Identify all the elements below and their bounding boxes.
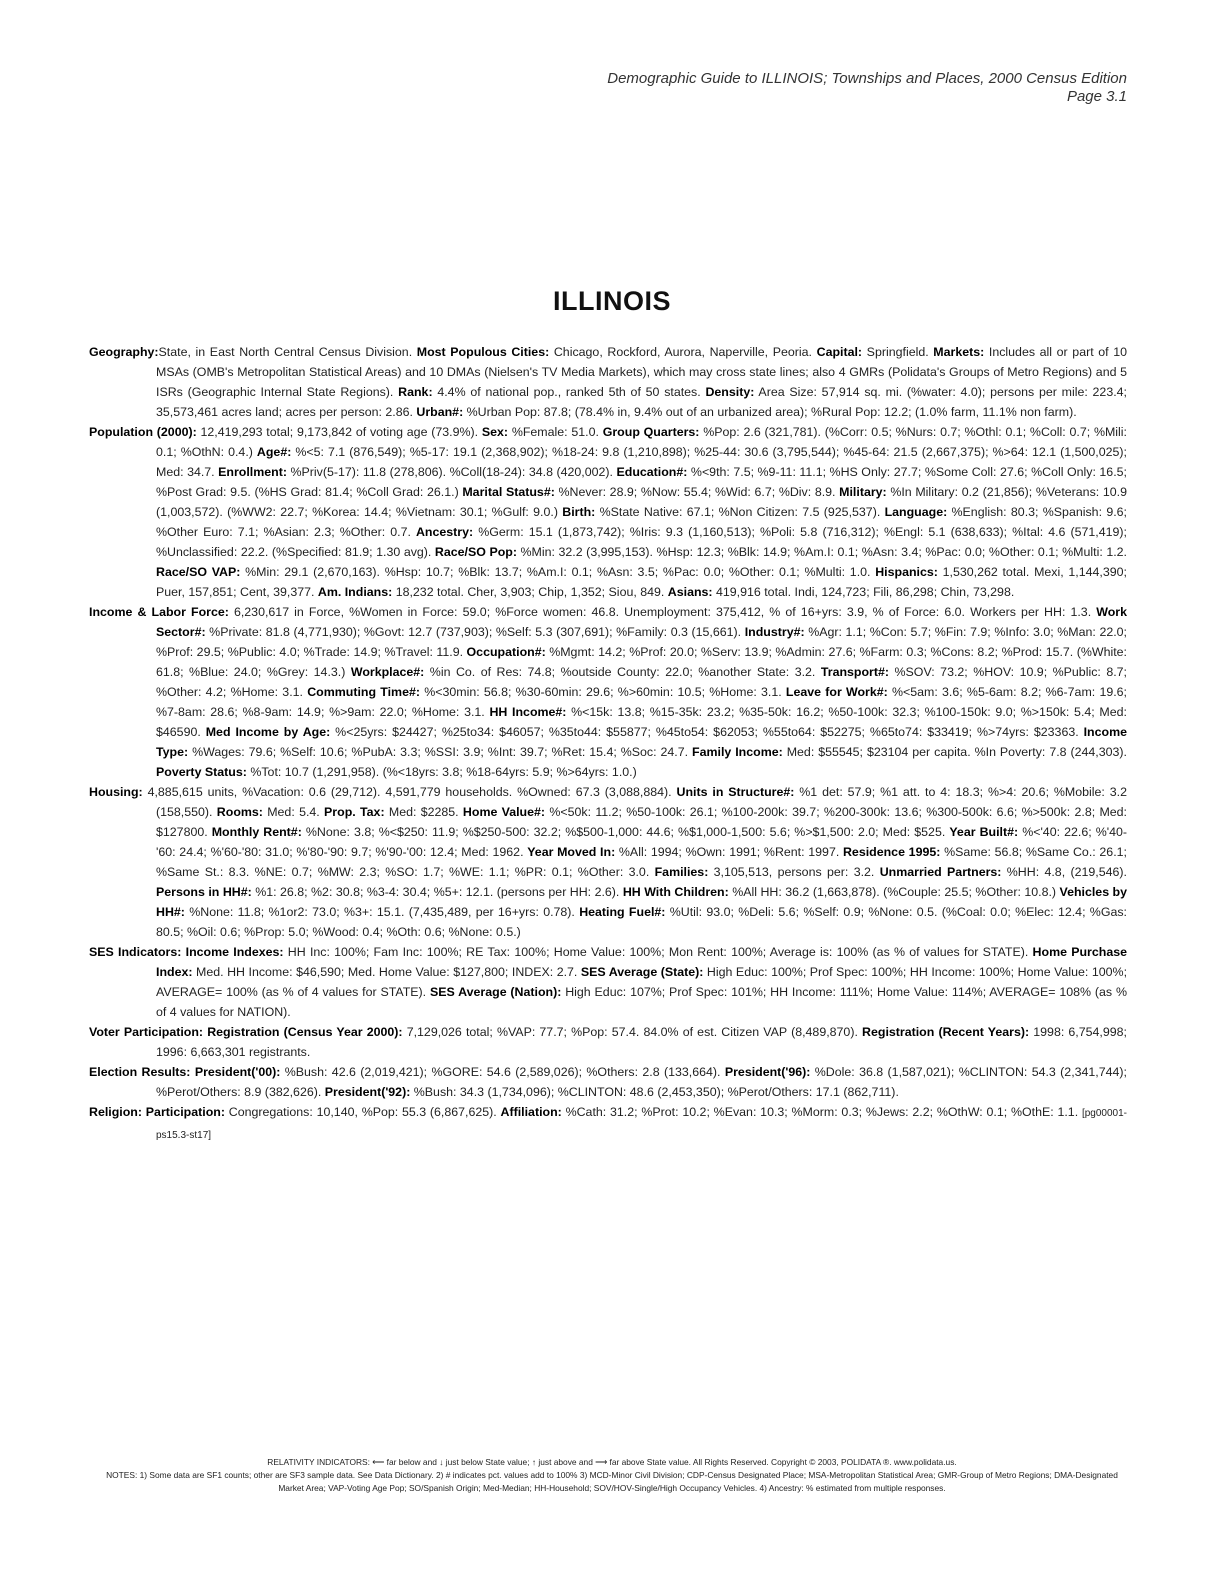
field-label: Marital Status#: (462, 485, 555, 499)
field-value: 1998: 6,754,998; 1996: 6,663,301 registrants. (156, 1025, 1127, 1059)
field-label: Military: (839, 485, 887, 499)
section-paragraph (89, 422, 1127, 602)
field-label: Income Indexes: (185, 945, 284, 959)
field-value: %<25yrs: $24427; %25to34: $46057; %35to44: $55877; %45to54: $62053; %55to64: $52275; %65to74: $33419; %>74yrs: $23363. (330, 725, 1084, 739)
field-label: Rank: (398, 385, 433, 399)
field-label: Occupation#: (466, 645, 546, 659)
field-value: %Util: 93.0; %Deli: 5.6; %Self: 0.9; %None: 0.5. (%Coal: 0.0; %Elec: 12.4; %Gas: 80.5; %Oil: 0.6; %Prop: 5.0; %Wood: 0.4; %Oth: 0.6; %None: 0.5.) (156, 905, 1127, 939)
field-label: Rooms: (216, 805, 263, 819)
field-value: %English: 80.3; %Spanish: 9.6; %Other Euro: 7.1; %Asian: 2.3; %Other: 0.7. (156, 505, 1127, 539)
field-value: %<5am: 3.6; %5-6am: 8.2; %6-7am: 19.6; %7-8am: 28.6; %8-9am: 14.9; %>9am: 22.0; %Home: 3.1. (156, 685, 1127, 719)
field-value: %Private: 81.8 (4,771,930); %Govt: 12.7 (737,903); %Self: 5.3 (307,691); %Family: 0.3 (15,661). (205, 625, 745, 639)
field-value: %HH: 4.8, (219,546). (1001, 865, 1127, 879)
field-label: Am. Indians: (317, 585, 393, 599)
field-value: Includes all or part of 10 MSAs (OMB's Metropolitan Statistical Areas) and 10 DMAs (Nielsen's TV Media Markets), which may cross state lines; also 4 GMRs (Polidata's Groups of Metro Regions) and 5 ISRs (Geographic Internal State Regions). (156, 345, 1128, 399)
field-label: Age#: (256, 445, 292, 459)
field-value: %<5: 7.1 (876,549); %5-17: 19.1 (2,368,902); %18-24: 9.8 (1,210,898); %25-44: 30.6 (3,795,544); %45-64: 21.5 (2,667,375); %>64: 12.1 (1,500,025); Med: 34.7. (156, 445, 1127, 479)
page-reference-code: [pg00001-ps15.3-st17] (156, 1108, 1127, 1141)
field-label: Participation: (145, 1105, 225, 1119)
section-paragraph (89, 602, 1127, 782)
field-value: High Educ: 100%; Prof Spec: 100%; HH Income: 100%; Home Value: 100%; AVERAGE= 100% (as % of 4 values for STATE). (156, 965, 1128, 999)
field-value: %In Military: 0.2 (21,856); %Veterans: 10.9 (1,003,572). (%WW2: 22.7; %Korea: 14.4; %Vietnam: 30.1; %Gulf: 9.0.) (156, 485, 1127, 519)
section-label: Voter Participation: (89, 1025, 204, 1039)
section-paragraph (89, 1102, 1127, 1146)
field-label: President('00): (194, 1065, 281, 1079)
field-value: %All: 1994; %Own: 1991; %Rent: 1997. (615, 845, 843, 859)
field-value: High Educ: 107%; Prof Spec: 101%; HH Income: 111%; Home Value: 114%; AVERAGE= 108% (as % of 4 values for NATION). (156, 985, 1127, 1019)
footer (96, 1456, 1128, 1495)
field-value: %State Native: 67.1; %Non Citizen: 7.5 (925,537). (595, 505, 885, 519)
field-value: 4.4% of national pop., ranked 5th of 50 states. (432, 385, 706, 399)
field-value: %Min: 29.1 (2,670,163). %Hsp: 10.7; %Blk: 13.7; %Am.I: 0.1; %Asn: 3.5; %Pac: 0.0; %Other: 0.1; %Multi: 1.0. (240, 565, 876, 579)
field-label: Asians: (667, 585, 713, 599)
field-value: %Cath: 31.2; %Prot: 10.2; %Evan: 10.3; %Morm: 0.3; %Jews: 2.2; %OthW: 0.1; %OthE: 1.1. (561, 1105, 1082, 1119)
field-label: Group Quarters: (602, 425, 700, 439)
field-value: %Urban Pop: 87.8; (78.4% in, 9.4% out of an urbanized area); %Rural Pop: 12.2; (1.0% farm, 11.1% non farm). (463, 405, 1077, 419)
field-value: %in Co. of Res: 74.8; %outside County: 22.0; %another State: 3.2. (424, 665, 821, 679)
field-value: %<50k: 11.2; %50-100k: 26.1; %100-200k: 39.7; %200-300k: 13.6; %300-500k: 6.6; %>500k: 2.8; Med: $127800. (156, 805, 1127, 839)
field-value: HH Inc: 100%; Fam Inc: 100%; RE Tax: 100%; Home Value: 100%; Mon Rent: 100%; Average is: 100% (as % of values for STATE). (283, 945, 1033, 959)
field-label: Workplace#: (350, 665, 425, 679)
field-label: Most Populous Cities: (416, 345, 550, 359)
field-value: %All HH: 36.2 (1,663,878). (%Couple: 25.5; %Other: 10.8.) (728, 885, 1060, 899)
field-value: 18,232 total. Cher, 3,903; Chip, 1,352; Siou, 849. (392, 585, 668, 599)
field-label: Transport#: (820, 665, 890, 679)
page-number: Page 3.1 (1066, 88, 1127, 105)
field-value: Area Size: 57,914 sq. mi. (%water: 4.0); persons per mile: 223.4; 35,573,461 acres land; acres per person: 2.86. (156, 385, 1127, 419)
field-label: Enrollment: (218, 465, 287, 479)
field-label: Heating Fuel#: (579, 905, 666, 919)
field-label: Sex: (481, 425, 509, 439)
field-value: %Pop: 2.6 (321,781). (%Corr: 0.5; %Nurs: 0.7; %Othl: 0.1; %Coll: 0.7; %Mili: 0.1; %OthN: 0.4.) (156, 425, 1127, 459)
section-paragraph (89, 1062, 1127, 1102)
field-label: Units in Structure#: (676, 785, 795, 799)
section-paragraph (89, 342, 1127, 422)
field-value: %1: 26.8; %2: 30.8; %3-4: 30.4; %5+: 12.1. (persons per HH: 2.6). (251, 885, 623, 899)
field-label: Residence 1995: (842, 845, 941, 859)
field-label: Vehicles by HH#: (156, 885, 1127, 919)
footer-relativity: RELATIVITY INDICATORS: ⟵ far below and ↓ just below State value; ↑ just above and ⟶ far above State value. All Rights Reserved. Copyright © 2003, POLIDATA ®. www.polidata.us. (267, 1457, 957, 1467)
page-title: ILLINOIS (553, 286, 671, 316)
field-label: Year Built#: (949, 825, 1019, 839)
field-label: Ancestry: (415, 525, 474, 539)
field-label: Hispanics: (875, 565, 938, 579)
field-value: 419,916 total. Indi, 124,723; Fili, 86,298; Chin, 73,298. (712, 585, 1015, 599)
field-value: Med: 5.4. (262, 805, 325, 819)
field-label: Prop. Tax: (324, 805, 385, 819)
field-value: Springfield. (862, 345, 934, 359)
field-value: %None: 11.8; %1or2: 73.0; %3+: 15.1. (7,435,489, per 16+yrs: 0.78). (184, 905, 580, 919)
field-label: Registration (Census Year 2000): (207, 1025, 403, 1039)
field-label: Persons in HH#: (156, 885, 252, 899)
field-label: HH Income#: (489, 705, 567, 719)
section-label: Geography: (89, 345, 159, 359)
field-label: Language: (884, 505, 948, 519)
field-value: %Bush: 34.3 (1,734,096); %CLINTON: 48.6 (2,453,350); %Perot/Others: 17.1 (862,711). (410, 1085, 899, 1099)
field-label: Urban#: (416, 405, 464, 419)
field-label: Density: (705, 385, 755, 399)
field-label: Families: (654, 865, 709, 879)
header-title: Demographic Guide to ILLINOIS; Townships and Places, 2000 Census Edition (607, 70, 1127, 87)
field-value: %None: 3.8; %<$250: 11.9; %$250-500: 32.2; %$500-1,000: 44.6; %$1,000-1,500: 5.6; %>$1,500: 2.0; Med: $525. (301, 825, 950, 839)
section-label: Population (2000): (89, 425, 197, 439)
field-value: State, in East North Central Census Division. (158, 345, 417, 359)
field-value: 12,419,293 total; 9,173,842 of voting age (73.9%). (196, 425, 482, 439)
section-paragraph (89, 782, 1127, 942)
field-label: Industry#: (744, 625, 805, 639)
field-label: Monthly Rent#: (211, 825, 302, 839)
field-label: Unmarried Partners: (879, 865, 1002, 879)
field-value: %SOV: 73.2; %HOV: 10.9; %Public: 8.7; %Other: 4.2; %Home: 3.1. (156, 665, 1127, 699)
field-value: 6,230,617 in Force, %Women in Force: 59.0; %Force women: 46.8. Unemployment: 375,412, % of 16+yrs: 3.9, % of Force: 6.0. Workers per HH: 1.3. (228, 605, 1097, 619)
field-label: Race/SO VAP: (156, 565, 241, 579)
footer-notes: NOTES: 1) Some data are SF1 counts; other are SF3 sample data. See Data Dictionary. 2) # indicates pct. values add to 100% 3) MCD-Minor Civil Division; CDP-Census Designated Place; MSA-Metropolitan Statistical Area; GMR-Group of Metro Regions; DMA-Designated Market Area; VAP-Voting Age Pop; SO/Spanish Origin; Med-Median; HH-Household; SOV/HOV-Single/High Occupancy Vehicles. 4) Ancestry: % estimated from multiple responses. (106, 1470, 1118, 1493)
field-value: %<30min: 56.8; %30-60min: 29.6; %>60min: 10.5; %Home: 3.1. (420, 685, 786, 699)
field-value: Chicago, Rockford, Aurora, Naperville, Peoria. (549, 345, 817, 359)
field-value: 4,885,615 units, %Vacation: 0.6 (29,712). 4,591,779 households. %Owned: 67.3 (3,088,884). (142, 785, 677, 799)
field-value: %Bush: 42.6 (2,019,421); %GORE: 54.6 (2,589,026); %Others: 2.8 (133,664). (280, 1065, 725, 1079)
field-label: Med Income by Age: (205, 725, 331, 739)
section-label: Income & Labor Force: (89, 605, 229, 619)
field-label: Family Income: (692, 745, 783, 759)
section-paragraph (89, 1022, 1127, 1062)
field-label: Income Type: (156, 725, 1127, 759)
field-label: Capital: (816, 345, 863, 359)
field-label: Poverty Status: (156, 765, 247, 779)
section-label: SES Indicators: (89, 945, 182, 959)
field-value: Congregations: 10,140, %Pop: 55.3 (6,867,625). (224, 1105, 501, 1119)
field-value: Med: $2285. (384, 805, 463, 819)
field-value: %Min: 32.2 (3,995,153). %Hsp: 12.3; %Blk: 14.9; %Am.I: 0.1; %Asn: 3.4; %Pac: 0.0; %Other: 0.1; %Multi: 1.2. (516, 545, 1127, 559)
field-value: %Mgmt: 14.2; %Prof: 20.0; %Serv: 13.9; %Admin: 27.6; %Farm: 0.3; %Cons: 8.2; %Prod: 15.7. (%White: 61.8; %Blue: 24.0; %Grey: 14.3.) (156, 645, 1127, 679)
field-value: 1,530,262 total. Mexi, 1,144,390; Puer, 157,851; Cent, 39,377. (156, 565, 1127, 599)
field-value: %<'40: 22.6; %'40-'60: 24.4; %'60-'80: 31.0; %'80-'90: 9.7; %'90-'00: 12.4; Med: 1962. (156, 825, 1127, 859)
field-value: Med: $55545; $23104 per capita. %In Poverty: 7.8 (244,303). (782, 745, 1127, 759)
field-label: Race/SO Pop: (434, 545, 517, 559)
field-label: Registration (Recent Years): (862, 1025, 1030, 1039)
profile-body (89, 342, 1127, 1146)
section-paragraph (89, 942, 1127, 1022)
field-value: 3,105,513, persons per: 3.2. (708, 865, 880, 879)
section-label: Housing: (89, 785, 143, 799)
field-label: Markets: (933, 345, 985, 359)
field-label: Birth: (562, 505, 596, 519)
field-label: HH With Children: (622, 885, 729, 899)
field-value: %<15k: 13.8; %15-35k: 23.2; %35-50k: 16.2; %50-100k: 32.3; %100-150k: 9.0; %>150k: 5.4; Med: $46590. (156, 705, 1127, 739)
running-header (607, 70, 1127, 106)
field-label: Commuting Time#: (307, 685, 420, 699)
field-value: %Female: 51.0. (508, 425, 603, 439)
field-value: %Agr: 1.1; %Con: 5.7; %Fin: 7.9; %Info: 3.0; %Man: 22.0; %Prof: 29.5; %Public: 4.0; %Trade: 14.9; %Travel: 11.9. (156, 625, 1128, 659)
field-value: %Germ: 15.1 (1,873,742); %Iris: 9.3 (1,160,513); %Poli: 5.8 (716,312); %Engl: 5.1 (638,633); %Ital: 4.6 (571,419); %Unclassified: 22.2. (%Specified: 81.9; 1.30 avg). (156, 525, 1127, 559)
field-value: %Same: 56.8; %Same Co.: 26.1; %Same St.: 8.3. %NE: 0.7; %MW: 2.3; %SO: 1.7; %WE: 1.1; %PR: 0.1; %Other: 3.0. (156, 845, 1127, 879)
field-label: SES Average (State): (580, 965, 704, 979)
field-value: %Dole: 36.8 (1,587,021); %CLINTON: 54.3 (2,341,744); %Perot/Others: 8.9 (382,626). (156, 1065, 1127, 1099)
field-label: President('96): (724, 1065, 811, 1079)
field-value: 7,129,026 total; %VAP: 77.7; %Pop: 57.4. 84.0% of est. Citizen VAP (8,489,870). (402, 1025, 863, 1039)
field-value: %Never: 28.9; %Now: 55.4; %Wid: 6.7; %Div: 8.9. (554, 485, 840, 499)
field-label: Home Value#: (462, 805, 546, 819)
field-label: Leave for Work#: (785, 685, 888, 699)
field-label: Education#: (616, 465, 688, 479)
field-label: President('92): (324, 1085, 411, 1099)
field-label: Year Moved In: (527, 845, 616, 859)
field-label: SES Average (Nation): (429, 985, 562, 999)
field-value: %Wages: 79.6; %Self: 10.6; %PubA: 3.3; %SSI: 3.9; %Int: 39.7; %Ret: 15.4; %Soc: 24.7. (188, 745, 693, 759)
field-label: Affiliation: (500, 1105, 562, 1119)
field-value: %<9th: 7.5; %9-11: 11.1; %HS Only: 27.7; %Some Coll: 27.6; %Coll Only: 16.5; %Post Grad: 9.5. (%HS Grad: 81.4; %Coll Grad: 26.1.) (156, 465, 1127, 499)
section-label: Election Results: (89, 1065, 191, 1079)
field-value: %Tot: 10.7 (1,291,958). (%<18yrs: 3.8; %18-64yrs: 5.9; %>64yrs: 1.0.) (246, 765, 637, 779)
field-value: %Priv(5-17): 11.8 (278,806). %Coll(18-24): 34.8 (420,002). (286, 465, 617, 479)
field-label: Home Purchase Index: (156, 945, 1128, 979)
field-label: Work Sector#: (156, 605, 1127, 639)
field-value: %1 det: 57.9; %1 att. to 4: 18.3; %>4: 20.6; %Mobile: 3.2 (158,550). (156, 785, 1127, 819)
section-label: Religion: (89, 1105, 142, 1119)
field-value: Med. HH Income: $46,590; Med. Home Value: $127,800; INDEX: 2.7. (192, 965, 581, 979)
